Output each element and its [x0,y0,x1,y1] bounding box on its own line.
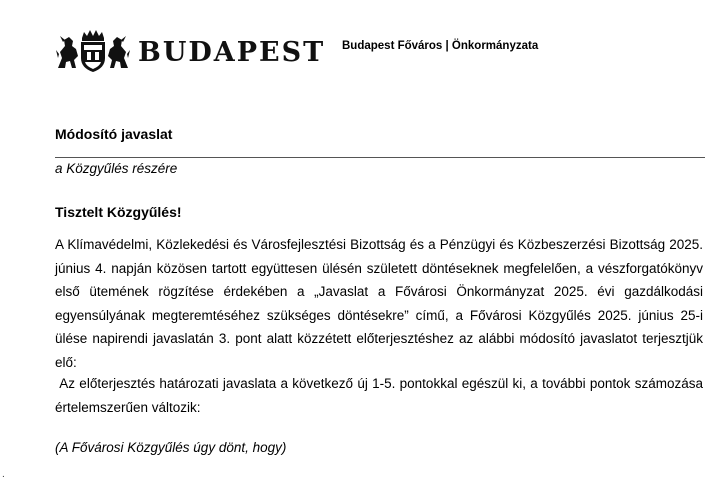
margin-mark: . [2,469,5,480]
body-paragraph-2: Az előterjesztés határozati javaslata a következő új 1-5. pontokkal egészül ki, a további pontok számozása értelemszerűen változik: [55,376,707,415]
logo-wordmark: BUDAPEST [138,37,326,68]
recipient-line: a Közgyűlés részére [55,161,178,176]
organization-name: Budapest Főváros | Önkormányzata [342,40,539,52]
decision-intro: (A Fővárosi Közgyűlés úgy dönt, hogy) [55,440,287,455]
budapest-coat-of-arms-icon [56,28,130,74]
document-type-heading: Módosító javaslat [55,126,173,142]
header-divider [55,157,705,158]
body-paragraph-1: A Klímavédelmi, Közlekedési és Városfejlesztési Bizottság és a Pénzügyi és Közbeszerzési Bizottság 2025. június 4. napján közösen tartott együttesen ülésén született döntéseknek megfelelően, a vészforgatókönyv első ütemének rögzítése érdekében a „Javaslat a Fővárosi Önkormányzat 2025. évi gazdálkodási egyensúlyának megteremtéséhez szükséges döntésekre” című, a Fővárosi Közgyűlés 2025. június 25-i ülése napirendi javaslatán 3. pont alatt közzétett előterjesztéshez az alábbi módosító javaslatot terjesztjük elő: [55,237,703,370]
budapest-logo [56,28,326,74]
salutation: Tisztelt Közgyűlés! [55,204,182,220]
